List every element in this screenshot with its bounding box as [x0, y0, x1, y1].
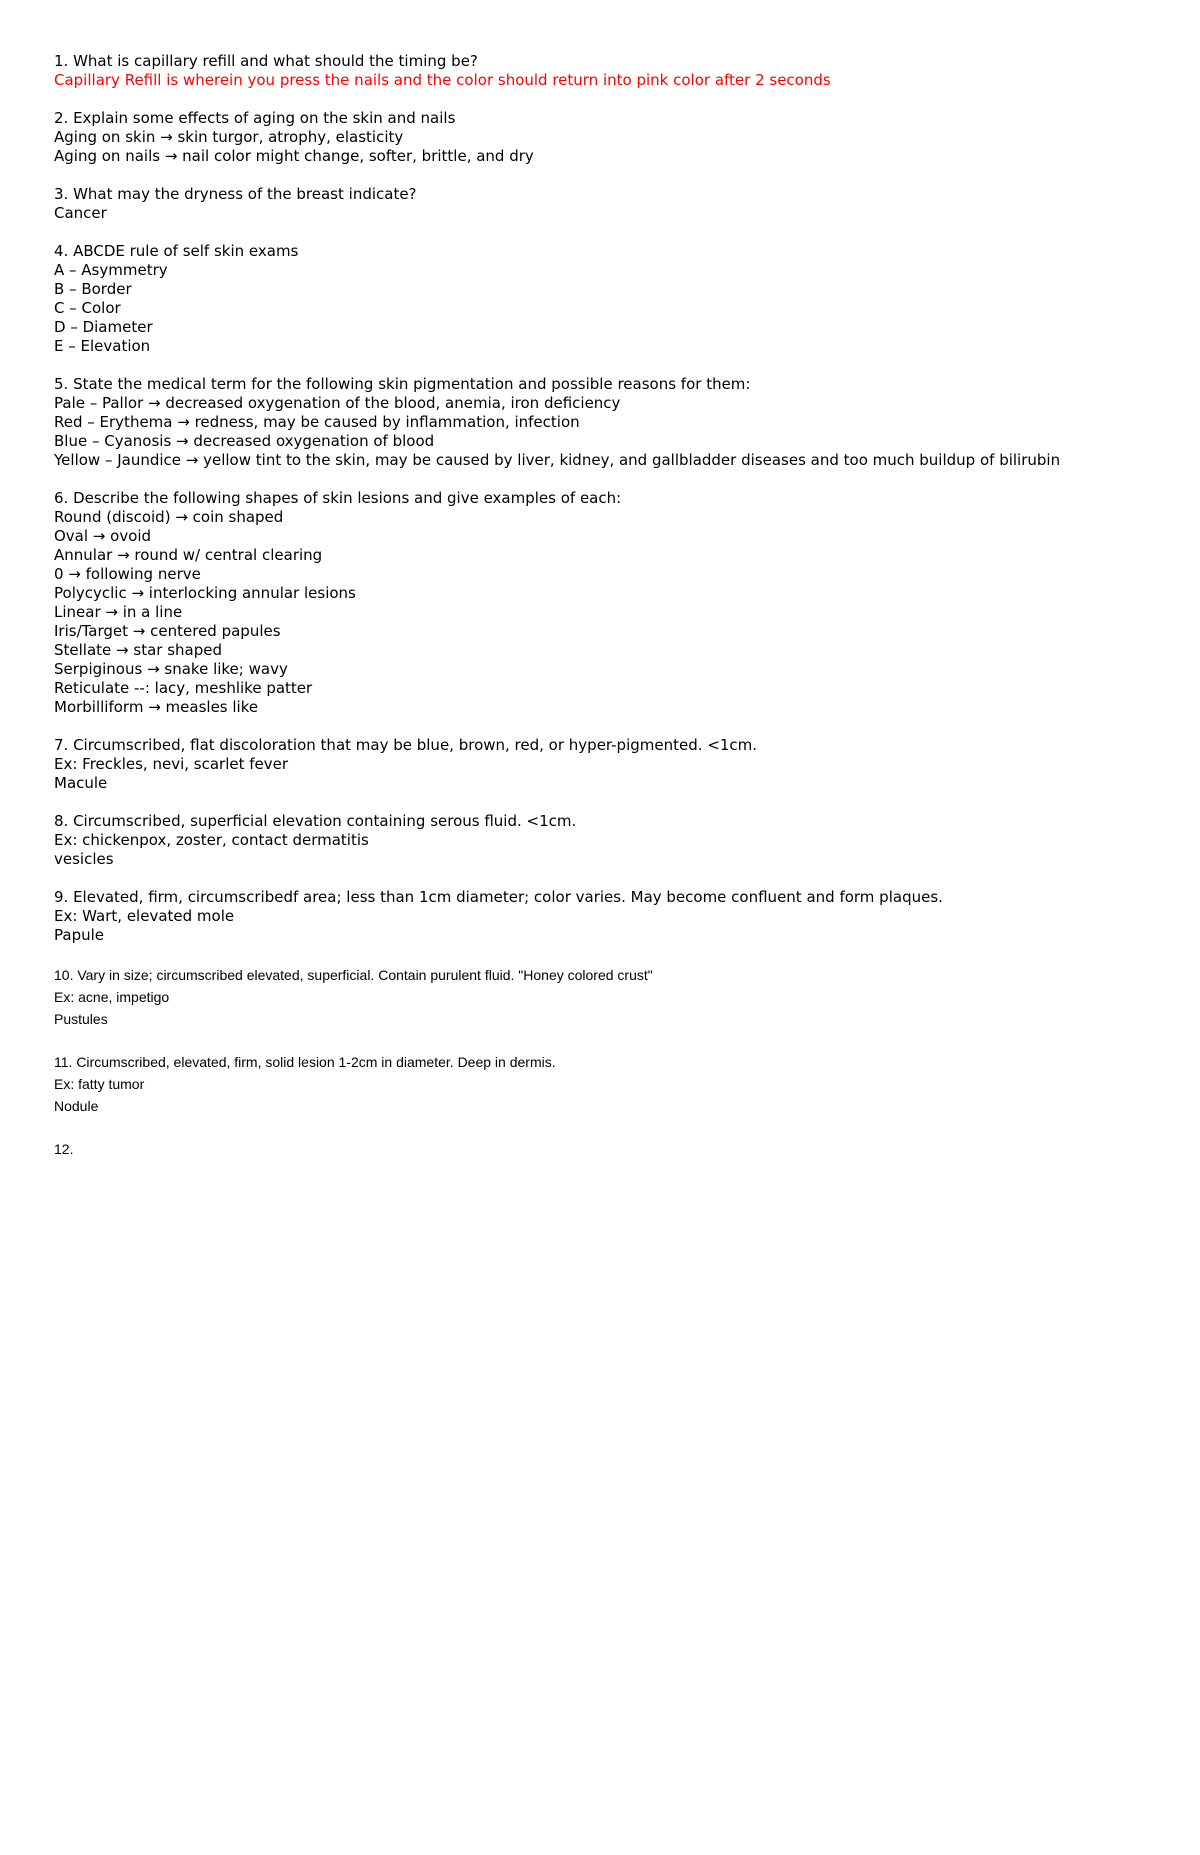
question-11-example: Ex: fatty tumor — [54, 1076, 145, 1092]
question-8-example: Ex: chickenpox, zoster, contact dermatitis — [54, 831, 369, 849]
question-3 — [54, 185, 1164, 223]
question-6-answer-line: Iris/Target → centered papules — [54, 622, 281, 640]
question-6-answer-line: Stellate → star shaped — [54, 641, 222, 659]
question-9-prompt: 9. Elevated, firm, circumscribedf area; less than 1cm diameter; color varies. May become confluent and form plaques. — [54, 888, 943, 906]
question-11-prompt: 11. Circumscribed, elevated, firm, solid lesion 1-2cm in diameter. Deep in dermis. — [54, 1054, 556, 1070]
question-6 — [54, 489, 1164, 717]
question-10-answer: Pustules — [54, 1011, 108, 1027]
question-4 — [54, 242, 1164, 356]
question-5-prompt: 5. State the medical term for the following skin pigmentation and possible reasons for them: — [54, 375, 751, 393]
question-10 — [54, 964, 1164, 1030]
question-6-answer-line: 0 → following nerve — [54, 565, 201, 583]
question-1 — [54, 52, 1164, 90]
question-6-answer-line: Serpiginous → snake like; wavy — [54, 660, 288, 678]
question-9 — [54, 888, 1164, 945]
question-6-answer-line: Linear → in a line — [54, 603, 183, 621]
question-10-prompt: 10. Vary in size; circumscribed elevated, superficial. Contain purulent fluid. "Honey colored crust" — [54, 967, 653, 983]
question-8-prompt: 8. Circumscribed, superficial elevation containing serous fluid. <1cm. — [54, 812, 577, 830]
question-1-answer: Capillary Refill is wherein you press the nails and the color should return into pink color after 2 seconds — [54, 71, 831, 89]
question-7 — [54, 736, 1164, 793]
question-6-answer-line: Morbilliform → measles like — [54, 698, 259, 716]
question-3-answer: Cancer — [54, 204, 107, 222]
question-10-example: Ex: acne, impetigo — [54, 989, 170, 1005]
question-9-answer: Papule — [54, 926, 104, 944]
question-4-answer-line: D – Diameter — [54, 318, 153, 336]
document-page — [54, 52, 1164, 1181]
question-6-answer-line: Round (discoid) → coin shaped — [54, 508, 284, 526]
question-4-answer-line: B – Border — [54, 280, 132, 298]
question-5-answer-line: Yellow – Jaundice → yellow tint to the skin, may be caused by liver, kidney, and gallbladder diseases and too much buildup of bilirubin — [54, 451, 1061, 469]
question-7-prompt: 7. Circumscribed, flat discoloration that may be blue, brown, red, or hyper-pigmented. <1cm. — [54, 736, 758, 754]
question-4-answer-line: C – Color — [54, 299, 121, 317]
question-6-answer-line: Reticulate --: lacy, meshlike patter — [54, 679, 313, 697]
question-12 — [54, 1138, 1164, 1160]
question-4-prompt: 4. ABCDE rule of self skin exams — [54, 242, 299, 260]
question-2-answer-line: Aging on nails → nail color might change, softer, brittle, and dry — [54, 147, 534, 165]
question-5-answer-line: Blue – Cyanosis → decreased oxygenation of blood — [54, 432, 435, 450]
question-1-prompt: 1. What is capillary refill and what should the timing be? — [54, 52, 478, 70]
question-11-answer: Nodule — [54, 1098, 99, 1114]
question-2-answer-line: Aging on skin → skin turgor, atrophy, elasticity — [54, 128, 404, 146]
question-3-prompt: 3. What may the dryness of the breast indicate? — [54, 185, 417, 203]
question-7-example: Ex: Freckles, nevi, scarlet fever — [54, 755, 289, 773]
question-6-prompt: 6. Describe the following shapes of skin lesions and give examples of each: — [54, 489, 622, 507]
question-5 — [54, 375, 1164, 470]
question-8 — [54, 812, 1164, 869]
question-8-answer: vesicles — [54, 850, 114, 868]
question-5-answer-line: Red – Erythema → redness, may be caused by inflammation, infection — [54, 413, 580, 431]
question-11 — [54, 1051, 1164, 1117]
question-9-example: Ex: Wart, elevated mole — [54, 907, 235, 925]
question-12-prompt: 12. — [54, 1141, 74, 1157]
question-4-answer-line: E – Elevation — [54, 337, 151, 355]
question-2 — [54, 109, 1164, 166]
question-4-answer-line: A – Asymmetry — [54, 261, 168, 279]
question-6-answer-line: Annular → round w/ central clearing — [54, 546, 323, 564]
question-6-answer-line: Polycyclic → interlocking annular lesions — [54, 584, 356, 602]
question-6-answer-line: Oval → ovoid — [54, 527, 152, 545]
question-7-answer: Macule — [54, 774, 108, 792]
question-2-prompt: 2. Explain some effects of aging on the skin and nails — [54, 109, 456, 127]
question-5-answer-line: Pale – Pallor → decreased oxygenation of the blood, anemia, iron deficiency — [54, 394, 621, 412]
